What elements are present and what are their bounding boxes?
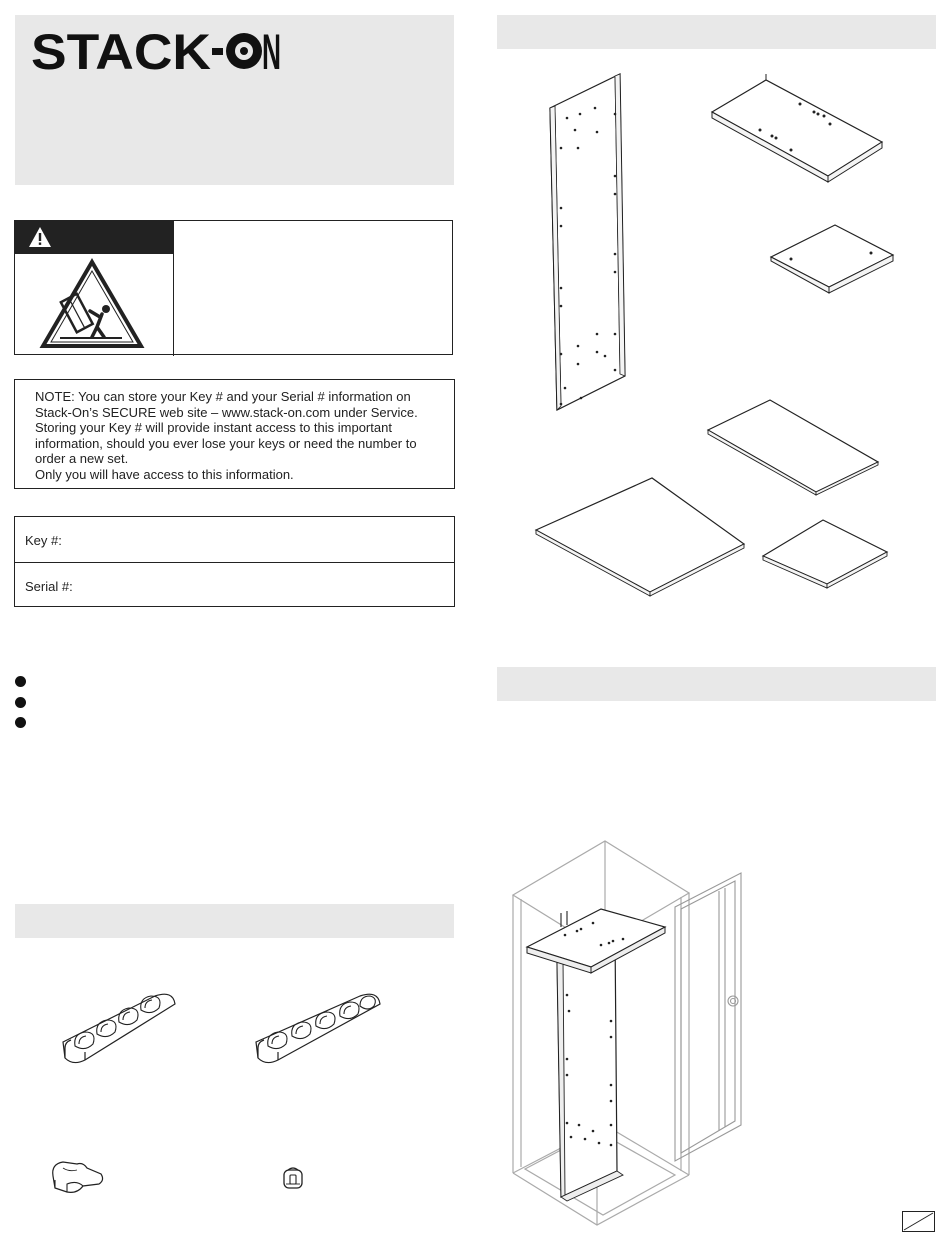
clip-illustration [282, 1166, 304, 1190]
note-line: Stack-On’s SECURE web site – www.stack-on.com under Service. [35, 404, 418, 420]
section-header-bar [497, 667, 936, 701]
gun-rack-illustration [248, 990, 388, 1070]
warning-panel [14, 220, 453, 355]
tip-over-hazard-icon [40, 259, 144, 349]
page-corner-marker [902, 1211, 935, 1232]
svg-text:N: N [262, 24, 281, 80]
note-line: Storing your Key # will provide instant access to this important [35, 420, 392, 436]
warning-divider [173, 221, 174, 356]
bullet-point [15, 697, 26, 708]
large-board-illustration [532, 474, 748, 598]
bracket-illustration [47, 1158, 107, 1198]
note-line: NOTE: You can store your Key # and your Serial # information on [35, 389, 411, 404]
serial-row[interactable] [15, 563, 454, 608]
warning-header-divider [15, 253, 173, 254]
note-line: information, should you ever lose your keys or need the number to [35, 435, 417, 451]
gun-rack-illustration [55, 990, 185, 1070]
note-line: order a new set. [35, 451, 129, 467]
side-panel-illustration [545, 68, 635, 413]
top-shelf-illustration [706, 72, 886, 182]
bullet-point [15, 676, 26, 687]
small-shelf-illustration [767, 221, 897, 297]
record-form [14, 516, 455, 607]
cabinet-assembly-illustration [505, 835, 775, 1230]
small-board-illustration [759, 516, 891, 590]
key-label: Key #: [25, 533, 62, 548]
key-row[interactable] [15, 517, 454, 562]
serial-label: Serial #: [25, 579, 73, 594]
svg-text:STACK: STACK [31, 24, 211, 80]
section-header-bar [497, 15, 936, 49]
stack-on-logo [31, 24, 281, 80]
note-panel [14, 379, 455, 489]
note-line: Only you will have access to this information. [35, 466, 294, 482]
bullet-point [15, 717, 26, 728]
section-header-bar [15, 904, 454, 938]
warning-triangle-icon [28, 226, 52, 248]
